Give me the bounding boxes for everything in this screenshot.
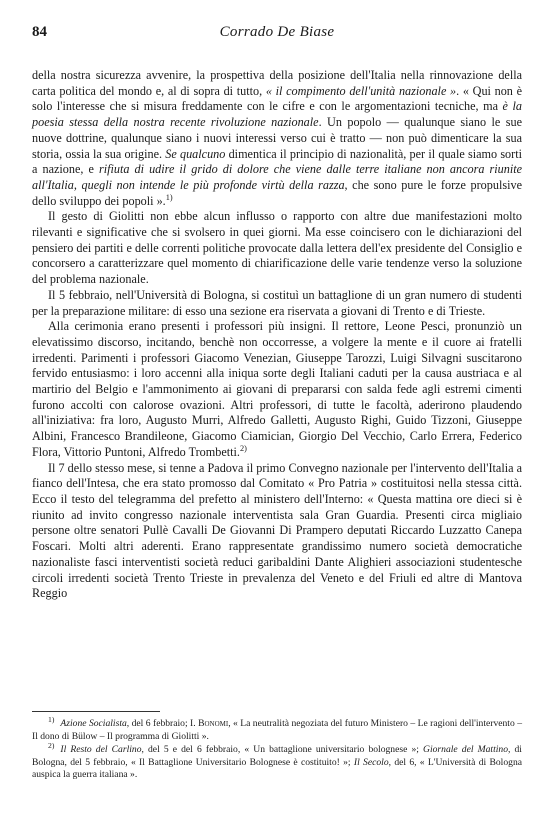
italic-text: è la poesia stessa della nostra recente rivoluzione nazionale [32,99,522,130]
paragraph [32,288,522,319]
page-number: 84 [32,24,47,40]
running-head: Corrado De Biase [219,24,335,40]
italic-text: Il Resto del Carlino [60,744,142,755]
text-run: Il gesto di Giolitti non ebbe alcun influsso o rapporto con altre due manifestazioni molto rilevanti e significative che si svolsero in quei giorni. Ma esse coincisero con le dichiarazioni del pensiero dei partiti e delle correnti politiche provocate dalla lettera dell'ex presidente del Consiglio e concorsero a caratterizzare quel momento di chiarificazione delle varie tendenze verso la soluzione del problema nazionale. [32,209,522,287]
paragraph [32,461,522,602]
text-run: , di Bologna, del 5 febbraio, « Il Battaglione Universitario Bolognese è costituito! »; [32,744,522,768]
footnote [32,714,522,743]
paragraph [32,209,522,288]
italic-text: Se qualcuno [165,146,226,161]
footnote-marker: 2) [48,740,55,750]
text-run: della nostra sicurezza avvenire, la prospettiva della posizione dell'Italia nella rinnovazione della carta politica del mondo e, al di sopra di tutto, [32,68,522,98]
text-run: , « La neutralità negoziata del futuro Ministero – Le ragioni dell'intervento – Il dono di Bülow – Il programma di Giolitti ». [32,718,522,742]
footnote-reference: 1) [165,192,173,202]
text-run: . Un popolo — qualunque siano le sue nuove dottrine, qualunque siano i nuovi interessi verso cui è tratto — non può dimenticare la sua storia, ossia la sua origine. [32,115,522,161]
text-run: , del 5 e del 6 febbraio, « Un battaglione universitario bolognese »; [141,744,424,755]
page-header [32,24,522,46]
text-run: , del 6, « L'Università di Bologna auspica la guerra italiana ». [32,756,522,780]
author-name: Bonomi [198,718,229,729]
footnote-divider [32,711,160,712]
footnote-marker: 1) [48,714,55,724]
text-run: Il 5 febbraio, nell'Università di Bologna, si costituì un battaglione di un gran numero di studenti per la preparazione militare: di esso una sezione era riservata a giovani di Trento e di Trieste. [32,287,522,318]
footnote-reference: 2) [239,443,247,453]
text-run: . « Qui non è solo l'interesse che si misura freddamente con le cifre e con le argomentazioni tecniche, ma [32,83,522,114]
italic-text: Giornale del Mattino [423,744,508,755]
footnotes [32,714,522,783]
paragraph [32,68,522,209]
italic-text: Il Secolo [353,756,389,768]
paragraph [32,319,522,460]
body-text [32,68,522,602]
footnote [32,740,522,782]
text-run: , che sono pure le forze propulsive dello sviluppo dei popoli ». [32,177,522,208]
italic-text: Azione Socialista [60,718,127,729]
text-run: Il 7 dello stesso mese, si tenne a Padova il primo Convegno nazionale per l'intervento dell'Italia a fianco dell'Intesa, che era stato promosso dal Comitato « Pro Patria » costituitosi nella stessa città. Ecco il testo del telegramma del prefetto al ministero dell'Interno: « Questa mattina ore dieci si è riunito ad invito congresso nazionale interventista sala Gran Guardia. Presenti circa migliaio persone oltre senatori Pullè Cavalli De Giovanni Di Prampero deputati Riccardo Luzzatto Canepa Foscari. Molti altri aderenti. Erano rappresentate grandissimo numero società democratiche nazionaliste fasci interventisti società reduci garibaldini Dante Alighieri associazioni studentesche circoli irredenti società Trento Trieste in prevalenza del Veneto e del Friuli ed altre di Mantova Reggio [32,460,522,601]
italic-text: « il compimento dell'unità nazionale » [265,83,457,98]
italic-text: rifiuta di udire il grido di dolore che viene dalle terre italiane non ancora riunite all'Italia, quegli non intende le più profonde virtù della razza [32,162,523,192]
text-run: , del 6 febbraio; I. [126,718,199,729]
text-run: Alla cerimonia erano presenti i professori più insigni. Il rettore, Leone Pesci, pronunziò un elevatissimo discorso, incitando, benchè non occorresse, a volgere la mente e il cuore ai fratelli irredenti. Parimenti i professori Giacomo Venezian, Giuseppe Tarozzi, Luigi Silvagni suscitarono fervido entusiasmo: i loro accenni alla iniqua sorte degli Italiani caduti per la causa austriaca e al martirio del Belgio e l'ammonimento ai giovani di prepararsi con salda fede agli estremi cimenti furono accolti con calorose ovazioni. Altri professori, di tutte le facoltà, aderirono plaudendo all'iniziativa: fra loro, Augusto Murri, Alfredo Galletti, Augusto Righi, Guido Tizzoni, Giuseppe Albini, Francesco Brandileone, Giacomo Ciamician, Giorgio Del Vecchio, Carlo Errera, Federico Flora, Vittorio Puntoni, Alfredo Trombetti. [32,319,522,459]
text-run: dimentica il principio di nazionalità, per il quale siamo sorti a nazione, e [32,146,522,177]
